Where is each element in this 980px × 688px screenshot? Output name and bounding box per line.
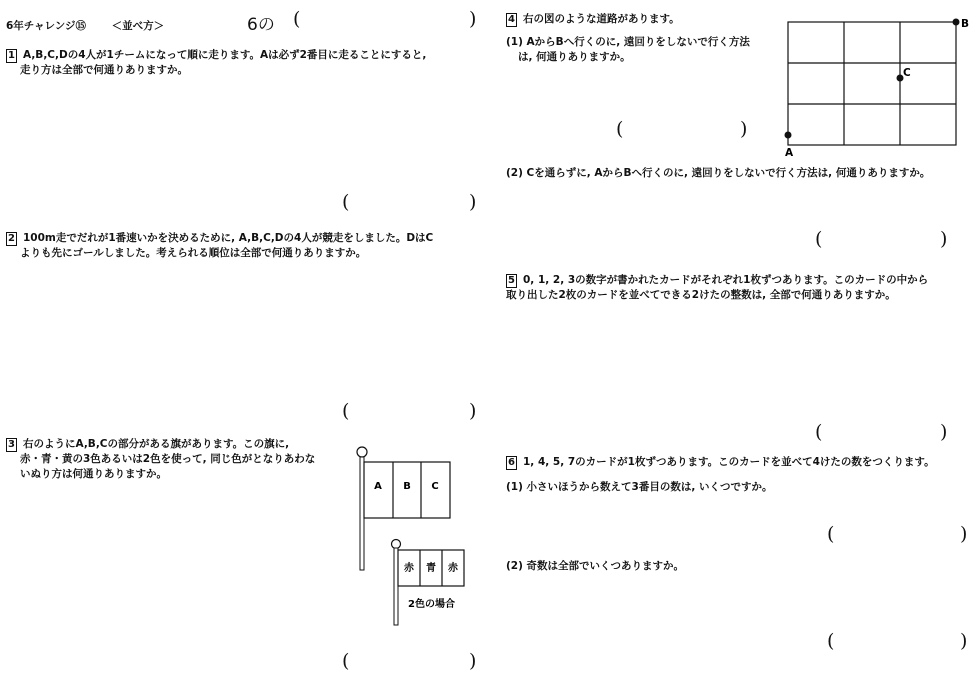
flag-pole [394, 548, 398, 625]
problem-text: 走り方は全部で何通りありますか。 [20, 64, 188, 76]
flag-pole-knob [357, 447, 367, 457]
label-c: C [903, 67, 911, 79]
answer-bracket-close: ) [469, 650, 477, 672]
problem-3 [6, 437, 346, 482]
question-2: (2) Cを通らずに, AからBへ行くのに, 遠回りをしないで行く方法は, 何通りありますか。 [506, 167, 931, 179]
problem-number: 6 [506, 456, 517, 470]
answer-bracket-open: ( [815, 228, 823, 250]
problem-text: 0, 1, 2, 3の数字が書かれたカードがそれぞれ1枚ずつあります。このカードの中から [523, 274, 929, 286]
problem-number: 5 [506, 274, 517, 288]
question-1: は, 何通りありますか。 [518, 51, 631, 63]
problem-6 [506, 455, 976, 495]
answer-bracket-open: ( [815, 421, 823, 443]
answer-bracket-open: ( [827, 630, 835, 652]
flag-cell-b: B [403, 481, 411, 492]
name-bracket-close: ) [469, 8, 477, 30]
flag-pole-knob [392, 540, 401, 549]
problem-text: 赤・青・黄の3色あるいは2色を使って, 同じ色がとなりあわな [20, 453, 316, 465]
problem-intro: 1, 4, 5, 7のカードが1枚ずつあります。このカードを並べて4けたの数をつくります。 [523, 456, 935, 468]
problem-number: 2 [6, 232, 17, 246]
worksheet-title [6, 19, 164, 34]
problem-intro: 右の図のような道路があります。 [523, 13, 680, 25]
problem-text: 右のようにA,B,Cの部分がある旗があります。この旗に, [23, 438, 290, 450]
question-1: (1) AからBへ行くのに, 遠回りをしないで行く方法 [506, 36, 750, 48]
road-grid-diagram [780, 10, 980, 160]
title-text: 6年チャレンジ⑮ [6, 20, 86, 32]
question-1: (1) 小さいほうから数えて3番目の数は, いくつですか。 [506, 481, 773, 493]
problem-5 [506, 273, 976, 303]
answer-bracket-close: ) [469, 400, 477, 422]
problem-number: 4 [506, 13, 517, 27]
flag-diagram [350, 440, 480, 630]
flag-cell-red: 赤 [448, 563, 458, 574]
problem-text: A,B,C,Dの4人が1チームになって順に走ります。Aは必ず2番目に走ることにすると, [23, 49, 427, 61]
answer-bracket-open: ( [342, 650, 350, 672]
problem-text: 取り出した2枚のカードを並べてできる2けたの整数は, 全部で何通りありますか。 [506, 289, 896, 301]
label-b: B [961, 18, 970, 30]
flag-pole [360, 457, 364, 570]
problem-number: 1 [6, 49, 17, 63]
flag-cell-blue: 青 [426, 563, 436, 574]
answer-bracket-close: ) [940, 421, 948, 443]
flag-cell-red: 赤 [404, 563, 414, 574]
question-2: (2) 奇数は全部でいくつありますか。 [506, 560, 685, 572]
point-b-dot [953, 19, 960, 26]
answer-bracket-close: ) [960, 523, 968, 545]
problem-text: よりも先にゴールしました。考えられる順位は全部で何通りありますか。 [20, 247, 367, 259]
flag-caption: 2色の場合 [408, 599, 455, 610]
problem-4 [506, 12, 776, 65]
problem-1 [6, 48, 476, 78]
problem-number: 3 [6, 438, 17, 452]
answer-bracket-open: ( [827, 523, 835, 545]
name-bracket-open: ( [293, 8, 301, 30]
answer-bracket-close: ) [960, 630, 968, 652]
grade-mark: 6の [247, 15, 275, 35]
answer-bracket-open: ( [616, 118, 624, 140]
label-a: A [785, 147, 794, 159]
flag-cell-a: A [374, 481, 382, 492]
answer-bracket-open: ( [342, 400, 350, 422]
answer-bracket-close: ) [469, 191, 477, 213]
answer-bracket-open: ( [342, 191, 350, 213]
flag-cell-c: C [431, 481, 439, 492]
problem-text: いぬり方は何通りありますか。 [20, 468, 167, 480]
answer-bracket-close: ) [740, 118, 748, 140]
point-a-dot [785, 132, 792, 139]
grid-border [788, 22, 956, 145]
problem-text: 100m走でだれが1番速いかを決めるために, A,B,C,Dの4人が競走をしました。DはC [23, 232, 434, 244]
answer-bracket-close: ) [940, 228, 948, 250]
problem-2 [6, 231, 481, 261]
subtitle-text: ＜並べ方＞ [111, 20, 165, 32]
